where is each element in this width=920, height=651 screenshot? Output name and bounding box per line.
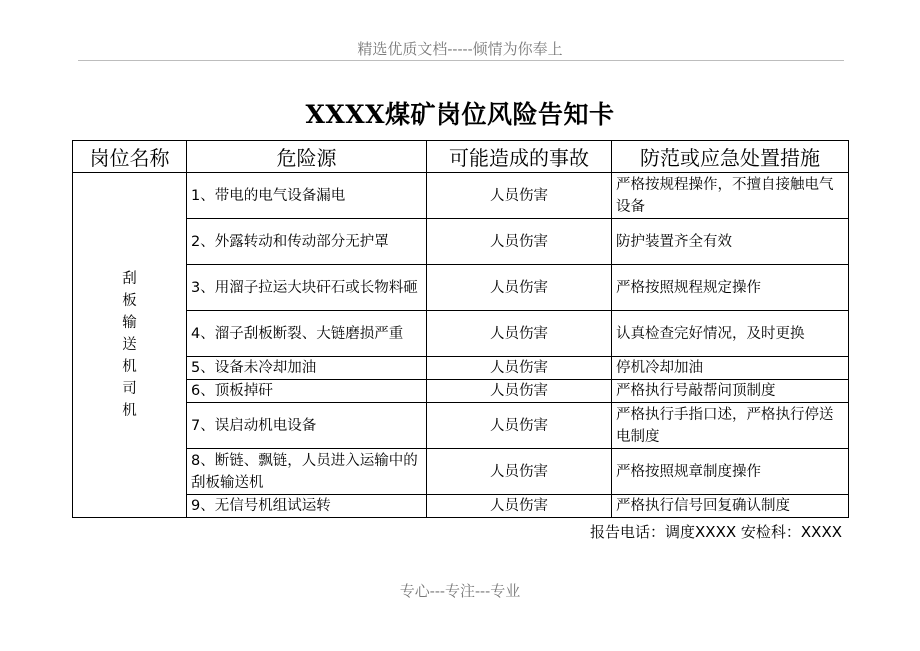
- measure-cell: 严格按照规程规定操作: [612, 265, 849, 311]
- position-name-char: 刮: [122, 271, 137, 287]
- page-footer: 专心---专注---专业: [399, 582, 521, 600]
- column-header-hazard: 危险源: [187, 141, 427, 173]
- accident-cell: 人员伤害: [427, 403, 612, 449]
- hazard-cell: 5、设备未冷却加油: [187, 357, 427, 380]
- card-title: XXXX煤矿岗位风险告知卡: [305, 100, 615, 129]
- accident-cell: 人员伤害: [427, 311, 612, 357]
- page-header: 精选优质文档-----倾情为你奉上: [357, 40, 563, 58]
- accident-cell: 人员伤害: [427, 495, 612, 518]
- table-row: [73, 219, 849, 265]
- report-phone: 报告电话：调度XXXX 安检科：XXXX: [590, 523, 842, 541]
- table-row: [73, 311, 849, 357]
- measure-cell: 严格执行号敲帮问顶制度: [612, 380, 849, 403]
- hazard-cell: 7、误启动机电设备: [187, 403, 427, 449]
- accident-cell: 人员伤害: [427, 219, 612, 265]
- position-name-char: 司: [122, 381, 137, 397]
- accident-cell: 人员伤害: [427, 265, 612, 311]
- measure-cell: 严格按规程操作，不擅自接触电气设备: [612, 173, 849, 219]
- hazard-cell: 8、断链、飘链，人员进入运输中的刮板输送机: [187, 449, 427, 495]
- hazard-cell: 9、无信号机组试运转: [187, 495, 427, 518]
- table-row: [73, 265, 849, 311]
- position-name-char: 机: [122, 403, 137, 419]
- table-row: [73, 357, 849, 380]
- position-name-char: 机: [122, 359, 137, 375]
- hazard-cell: 3、用溜子拉运大块矸石或长物料砸: [187, 265, 427, 311]
- hazard-cell: 4、溜子刮板断裂、大链磨损严重: [187, 311, 427, 357]
- column-header-position: 岗位名称: [73, 141, 187, 173]
- table-row: [73, 495, 849, 518]
- table-header-row: [73, 141, 849, 173]
- hazard-cell: 6、顶板掉矸: [187, 380, 427, 403]
- measure-cell: 严格执行信号回复确认制度: [612, 495, 849, 518]
- measure-cell: 停机冷却加油: [612, 357, 849, 380]
- header-divider: [78, 60, 844, 61]
- accident-cell: 人员伤害: [427, 173, 612, 219]
- accident-cell: 人员伤害: [427, 357, 612, 380]
- position-name: [73, 173, 187, 518]
- hazard-cell: 2、外露转动和传动部分无护罩: [187, 219, 427, 265]
- accident-cell: 人员伤害: [427, 449, 612, 495]
- accident-cell: 人员伤害: [427, 380, 612, 403]
- column-header-accident: 可能造成的事故: [427, 141, 612, 173]
- position-name-char: 输: [122, 315, 137, 331]
- measure-cell: 认真检查完好情况，及时更换: [612, 311, 849, 357]
- position-name-char: 送: [122, 337, 137, 353]
- table-row: [73, 173, 849, 219]
- measure-cell: 防护装置齐全有效: [612, 219, 849, 265]
- position-name-char: 板: [122, 293, 137, 309]
- table-row: [73, 403, 849, 449]
- table-row: [73, 380, 849, 403]
- hazard-cell: 1、带电的电气设备漏电: [187, 173, 427, 219]
- table-row: [73, 449, 849, 495]
- column-header-measure: 防范或应急处置措施: [612, 141, 849, 173]
- measure-cell: 严格按照规章制度操作: [612, 449, 849, 495]
- risk-card-table: [72, 140, 849, 518]
- measure-cell: 严格执行手指口述，严格执行停送电制度: [612, 403, 849, 449]
